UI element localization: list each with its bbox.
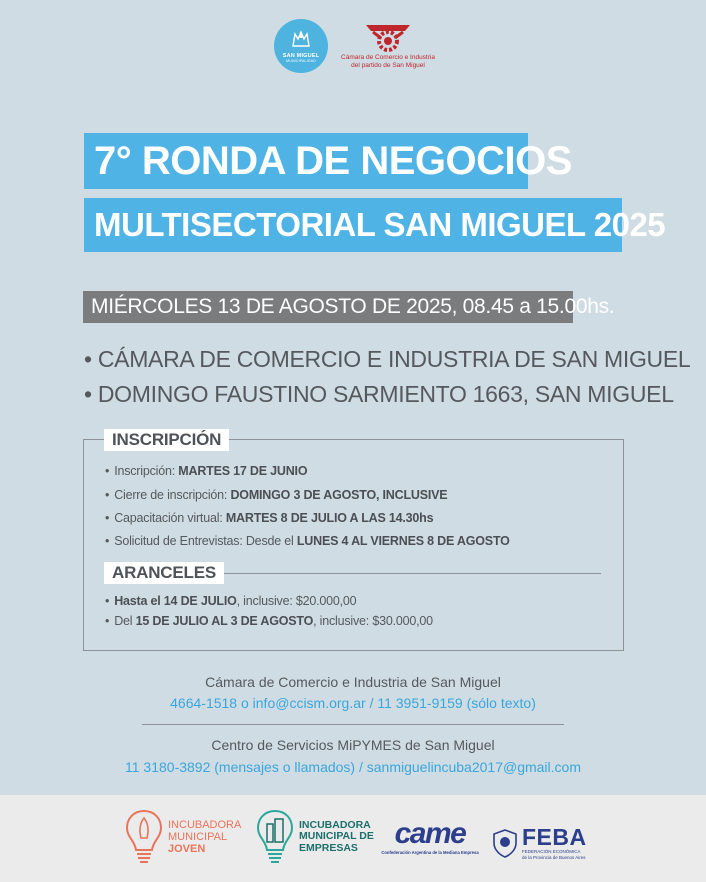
incubadora-joven-logo	[124, 808, 241, 866]
ccism-logo-line2: del partido de San Miguel	[351, 62, 425, 69]
ccism-logo	[338, 22, 438, 70]
incubadora-joven-l2: MUNICIPAL	[168, 831, 228, 843]
san-miguel-logo-sub: MUNICIPALIDAD	[286, 58, 316, 63]
building-bulb-icon	[255, 808, 295, 866]
feba-shield-icon	[492, 828, 518, 858]
rocket-bulb-icon	[124, 808, 164, 866]
contact-ccism-info[interactable]: 4664-1518 o info@ccism.org.ar / 11 3951-9159 (sólo texto)	[170, 695, 536, 711]
contact-mipymes-name: Centro de Servicios MiPYMES de San Miguel	[211, 737, 495, 753]
list-item: • Inscripción: MARTES 17 DE JUNIO	[105, 464, 308, 478]
incubadora-joven-l3: JOVEN	[168, 843, 206, 855]
list-item: • Capacitación virtual: MARTES 8 DE JULIO A LAS 14.30hs	[105, 511, 434, 525]
list-item: • Hasta el 14 DE JULIO, inclusive: $20.000,00	[105, 594, 357, 608]
incubadora-empresas-logo	[255, 808, 374, 866]
contacts-divider	[142, 724, 564, 725]
ccism-gear-icon	[363, 22, 413, 54]
list-item: • Del 15 DE JULIO AL 3 DE AGOSTO, inclusive: $30.000,00	[105, 614, 433, 628]
feba-logo	[492, 825, 587, 860]
aranceles-heading: ARANCELES	[104, 562, 224, 584]
contact-mipymes-info[interactable]: 11 3180-3892 (mensajes o llamados) / sanmiguelincuba2017@gmail.com	[125, 759, 581, 775]
incubadora-empresas-l3: EMPRESAS	[299, 841, 358, 854]
aranceles-divider	[205, 573, 601, 574]
came-logo	[378, 818, 482, 855]
came-subtitle: Confederación Argentina de la Mediana Empresa	[381, 850, 479, 855]
incubadora-joven-l1: INCUBADORA	[168, 819, 242, 831]
came-wordmark: came	[394, 817, 466, 850]
feba-wordmark: FEBA	[522, 824, 587, 850]
ccism-logo-line1: Cámara de Comercio e Industria	[341, 54, 435, 61]
list-item: • Solicitud de Entrevistas: Desde el LUNES 4 AL VIERNES 8 DE AGOSTO	[105, 534, 510, 548]
inscripcion-heading: INSCRIPCIÓN	[104, 429, 229, 451]
san-miguel-logo	[274, 19, 328, 73]
contact-ccism-name: Cámara de Comercio e Industria de San Miguel	[205, 674, 501, 690]
san-miguel-emblem-icon	[289, 30, 313, 51]
title-line1: 7° RONDA DE NEGOCIOS	[84, 133, 528, 189]
list-item: • Cierre de inscripción: DOMINGO 3 DE AGOSTO, INCLUSIVE	[105, 488, 448, 502]
location-address: • DOMINGO FAUSTINO SARMIENTO 1663, SAN MIGUEL	[84, 381, 674, 407]
feba-sub2: de la Provincia de Buenos Aires	[522, 854, 586, 860]
incubadora-empresas-l1: INCUBADORA	[299, 818, 371, 831]
incubadora-empresas-l2: MUNICIPAL DE	[299, 830, 374, 843]
event-date: MIÉRCOLES 13 DE AGOSTO DE 2025, 08.45 a 15.00hs.	[83, 291, 573, 323]
feba-sub1: FEDERACIÓN ECONÓMICA	[522, 849, 581, 854]
san-miguel-logo-name: SAN MIGUEL	[282, 52, 320, 59]
location-venue: • CÁMARA DE COMERCIO E INDUSTRIA DE SAN MIGUEL	[84, 346, 691, 372]
title-line2: MULTISECTORIAL SAN MIGUEL 2025	[84, 198, 622, 252]
